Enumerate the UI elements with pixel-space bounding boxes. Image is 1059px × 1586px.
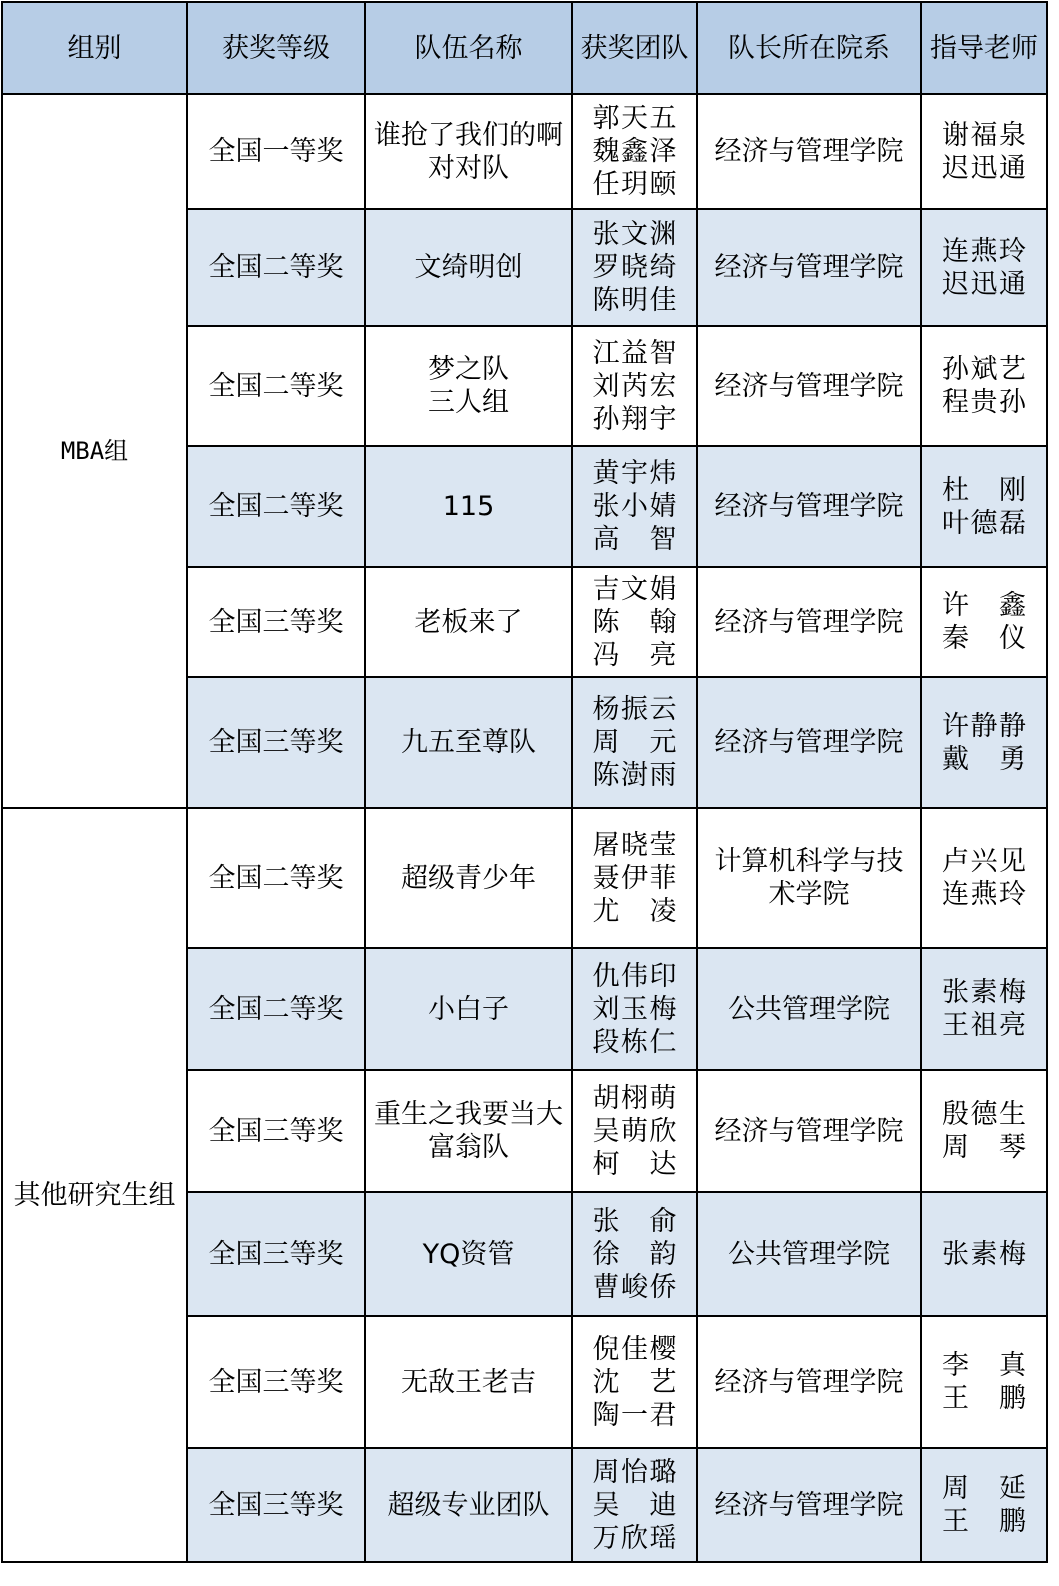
header-team-name: 队伍名称 (365, 2, 572, 94)
awards-table (1, 1, 1048, 1563)
members-cell (572, 1316, 697, 1448)
department-line: 经济与管理学院 (714, 136, 904, 167)
department-line: 经济与管理学院 (714, 491, 904, 522)
team-name-line: YQ资管 (422, 1238, 515, 1270)
department-cell (697, 446, 921, 567)
members-cell (572, 209, 697, 326)
members-line: 胡栩萌 (592, 1082, 677, 1114)
award-level-cell: 全国三等奖 (187, 1316, 365, 1448)
members-cell (572, 1192, 697, 1316)
members-line: 吴萌欣 (592, 1115, 677, 1147)
members-line: 陈明佳 (592, 285, 677, 316)
header-row (2, 2, 1047, 94)
team-name-cell (365, 808, 572, 948)
department-line: 经济与管理学院 (714, 370, 904, 402)
team-name-line: 115 (442, 491, 495, 522)
department-cell (697, 567, 921, 677)
department-cell (697, 209, 921, 326)
advisors-line: 王祖亮 (942, 1010, 1026, 1041)
department-cell (697, 1316, 921, 1448)
members-line: 沈 艺 (592, 1366, 677, 1398)
advisors-cell (921, 808, 1047, 948)
department-line: 经济与管理学院 (714, 252, 904, 283)
team-name-cell (365, 209, 572, 326)
department-line: 计算机科学与技 (714, 846, 904, 877)
award-level-cell: 全国三等奖 (187, 1448, 365, 1562)
members-line: 杨振云 (592, 694, 677, 725)
team-name-line: 小白子 (428, 993, 509, 1025)
team-name-line: 富翁队 (428, 1132, 509, 1163)
members-line: 尤 凌 (592, 895, 677, 927)
members-cell (572, 446, 697, 567)
members-line: 吴 迪 (592, 1489, 677, 1521)
team-name-cell (365, 948, 572, 1070)
members-line: 聂伊菲 (592, 862, 677, 894)
team-name-cell (365, 446, 572, 567)
members-line: 仇伟印 (592, 960, 677, 992)
table-row (2, 94, 1047, 209)
advisors-line: 连燕玲 (942, 879, 1026, 910)
advisors-cell (921, 1070, 1047, 1192)
advisors-cell (921, 94, 1047, 209)
advisors-cell (921, 1316, 1047, 1448)
advisors-line: 周 琴 (942, 1132, 1026, 1163)
advisors-cell (921, 1448, 1047, 1562)
advisors-line: 杜 刚 (942, 474, 1026, 506)
advisors-line: 李 真 (942, 1350, 1026, 1381)
department-line: 公共管理学院 (728, 993, 890, 1025)
award-level-cell: 全国二等奖 (187, 808, 365, 948)
advisors-line: 卢兴见 (942, 846, 1026, 877)
members-line: 孙翔宇 (592, 403, 677, 435)
members-line: 高 智 (592, 524, 677, 555)
members-line: 冯 亮 (592, 639, 677, 671)
award-level-cell: 全国三等奖 (187, 1070, 365, 1192)
department-cell (697, 948, 921, 1070)
department-cell (697, 808, 921, 948)
department-cell (697, 94, 921, 209)
members-line: 黄宇炜 (592, 458, 677, 489)
members-cell (572, 326, 697, 446)
team-name-line: 对对队 (428, 152, 509, 184)
members-line: 柯 达 (592, 1148, 677, 1180)
advisors-line: 迟迅通 (942, 152, 1026, 184)
team-name-cell (365, 94, 572, 209)
members-line: 陈 翰 (592, 606, 677, 638)
award-level-cell: 全国三等奖 (187, 567, 365, 677)
header-members: 获奖团队 (572, 2, 697, 94)
members-line: 魏鑫泽 (592, 136, 677, 167)
department-cell (697, 1070, 921, 1192)
department-line: 经济与管理学院 (714, 1366, 904, 1398)
team-name-line: 三人组 (428, 387, 509, 418)
award-level-cell: 全国二等奖 (187, 948, 365, 1070)
members-line: 徐 韵 (592, 1238, 677, 1270)
members-line: 江益智 (592, 337, 677, 369)
members-line: 张小婧 (592, 491, 677, 522)
advisors-line: 谢福泉 (942, 119, 1026, 151)
team-name-cell (365, 677, 572, 808)
table-body (2, 94, 1047, 1562)
department-line: 术学院 (768, 879, 850, 910)
team-name-line: 文绮明创 (414, 252, 523, 283)
advisors-line: 戴 勇 (942, 743, 1026, 775)
advisors-line: 连燕玲 (942, 235, 1026, 267)
advisors-line: 孙斌艺 (942, 354, 1026, 385)
members-line: 屠晓莹 (592, 829, 677, 861)
members-line: 段栋仁 (592, 1026, 677, 1058)
advisors-line: 程贵孙 (942, 387, 1026, 418)
header-advisors: 指导老师 (921, 2, 1047, 94)
members-line: 周 元 (592, 727, 677, 758)
award-level-cell: 全国二等奖 (187, 326, 365, 446)
advisors-line: 张素梅 (942, 977, 1026, 1008)
members-cell (572, 567, 697, 677)
header-group: 组别 (2, 2, 187, 94)
members-cell (572, 948, 697, 1070)
members-line: 陈澍雨 (592, 760, 677, 791)
advisors-cell (921, 948, 1047, 1070)
team-name-cell (365, 1192, 572, 1316)
team-name-line: 九五至尊队 (401, 727, 536, 758)
advisors-line: 张素梅 (942, 1238, 1026, 1270)
department-line: 经济与管理学院 (714, 727, 904, 758)
team-name-cell (365, 1070, 572, 1192)
advisors-cell (921, 677, 1047, 808)
award-level-cell: 全国一等奖 (187, 94, 365, 209)
award-level-cell: 全国二等奖 (187, 209, 365, 326)
members-cell (572, 94, 697, 209)
members-line: 郭天五 (592, 103, 677, 134)
department-cell (697, 1192, 921, 1316)
team-name-line: 谁抢了我们的啊 (374, 119, 563, 151)
award-level-cell: 全国三等奖 (187, 677, 365, 808)
members-line: 罗晓绮 (592, 252, 677, 283)
members-cell (572, 1448, 697, 1562)
team-name-line: 超级专业团队 (387, 1489, 550, 1521)
advisors-line: 王 鹏 (942, 1383, 1026, 1414)
advisors-line: 许静静 (942, 710, 1026, 742)
group-name-cell: MBA组 (2, 94, 187, 808)
advisors-cell (921, 1192, 1047, 1316)
header-level: 获奖等级 (187, 2, 365, 94)
advisors-cell (921, 209, 1047, 326)
team-name-line: 超级青少年 (401, 862, 536, 894)
department-line: 公共管理学院 (728, 1238, 890, 1270)
members-line: 曹峻侨 (592, 1271, 677, 1303)
members-line: 陶一君 (592, 1399, 677, 1431)
members-line: 张 俞 (592, 1205, 677, 1237)
members-line: 倪佳樱 (592, 1333, 677, 1365)
table-row (2, 808, 1047, 948)
team-name-line: 梦之队 (428, 354, 509, 385)
members-cell (572, 677, 697, 808)
group-name-cell: 其他研究生组 (2, 808, 187, 1562)
team-name-cell (365, 567, 572, 677)
advisors-line: 迟迅通 (942, 268, 1026, 300)
advisors-cell (921, 567, 1047, 677)
members-line: 万欣瑶 (592, 1522, 677, 1554)
members-line: 刘玉梅 (592, 993, 677, 1025)
advisors-line: 周 延 (942, 1473, 1026, 1504)
advisors-line: 许 鑫 (942, 590, 1026, 621)
advisors-line: 殷德生 (942, 1099, 1026, 1130)
team-name-cell (365, 1316, 572, 1448)
award-level-cell: 全国三等奖 (187, 1192, 365, 1316)
advisors-cell (921, 326, 1047, 446)
department-line: 经济与管理学院 (714, 1115, 904, 1147)
team-name-cell (365, 326, 572, 446)
members-line: 任玥颐 (592, 169, 677, 200)
team-name-line: 无敌王老吉 (401, 1366, 536, 1398)
department-cell (697, 677, 921, 808)
members-line: 周怡璐 (592, 1456, 677, 1488)
advisors-line: 秦 仪 (942, 623, 1026, 654)
department-cell (697, 326, 921, 446)
department-cell (697, 1448, 921, 1562)
members-line: 吉文娟 (592, 573, 677, 605)
members-line: 刘芮宏 (592, 370, 677, 402)
advisors-line: 叶德磊 (942, 507, 1026, 539)
advisors-line: 王 鹏 (942, 1506, 1026, 1537)
advisors-cell (921, 446, 1047, 567)
header-department: 队长所在院系 (697, 2, 921, 94)
award-level-cell: 全国二等奖 (187, 446, 365, 567)
members-line: 张文渊 (592, 219, 677, 250)
department-line: 经济与管理学院 (714, 606, 904, 638)
team-name-line: 重生之我要当大 (374, 1099, 563, 1130)
members-cell (572, 1070, 697, 1192)
members-cell (572, 808, 697, 948)
team-name-line: 老板来了 (414, 606, 523, 638)
team-name-cell (365, 1448, 572, 1562)
department-line: 经济与管理学院 (714, 1489, 904, 1521)
